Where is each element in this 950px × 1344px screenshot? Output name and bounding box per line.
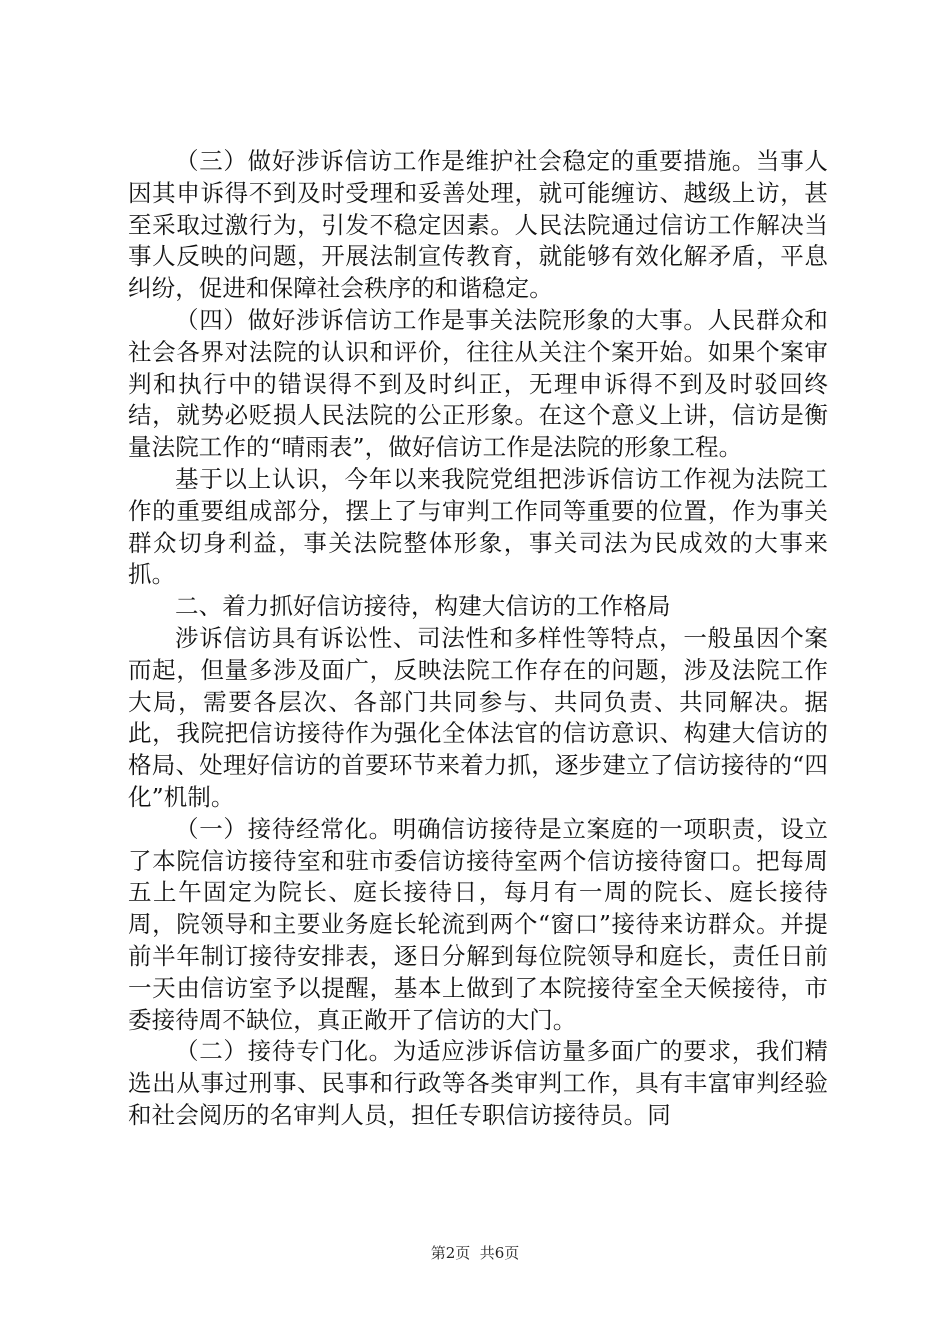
page-number: 第2页 共6页 [430,1244,520,1262]
paragraph-item-2: （二）接待专门化。为适应涉诉信访量多面广的要求，我们精选出从事过刑事、民事和行政等各类审判工作，具有丰富审判经验和社会阅历的名审判人员，担任专职信访接待员。同 [128,1037,828,1129]
document-body [128,146,828,1132]
page-footer [0,1242,950,1263]
paragraph-4: （四）做好涉诉信访工作是事关法院形象的大事。人民群众和社会各界对法院的认识和评价，往往从关注个案开始。如果个案审判和执行中的错误得不到及时纠正，无理申诉得不到及时驳回终结，就势必贬损人民法院的公正形象。在这个意义上讲，信访是衡量法院工作的“晴雨表”，做好信访工作是法院的形象工程。 [128,305,828,462]
paragraph-item-1: （一）接待经常化。明确信访接待是立案庭的一项职责，设立了本院信访接待室和驻市委信访接待室两个信访接待窗口。把每周五上午固定为院长、庭长接待日，每月有一周的院长、庭长接待周，院领导和主要业务庭长轮流到两个“窗口”接待来访群众。并提前半年制订接待安排表，逐日分解到每位院领导和庭长，责任日前一天由信访室予以提醒，基本上做到了本院接待室全天候接待，市委接待周不缺位，真正敞开了信访的大门。 [128,814,828,1034]
section-heading-2: 二、着力抓好信访接待，构建大信访的工作格局 [175,592,671,621]
paragraph-section-intro: 涉诉信访具有诉讼性、司法性和多样性等特点，一般虽因个案而起，但量多涉及面广，反映法院工作存在的问题，涉及法院工作大局，需要各层次、各部门共同参与、共同负责、共同解决。据此，我院把信访接待作为强化全体法官的信访意识、构建大信访的格局、处理好信访的首要环节来着力抓，逐步建立了信访接待的“四化”机制。 [128,623,828,811]
paragraph-3: （三）做好涉诉信访工作是维护社会稳定的重要措施。当事人因其申诉得不到及时受理和妥善处理，就可能缠访、越级上访，甚至采取过激行为，引发不稳定因素。人民法院通过信访工作解决当事人反映的问题，开展法制宣传教育，就能够有效化解矛盾，平息纠纷，促进和保障社会秩序的和谐稳定。 [128,147,828,303]
paragraph-summary: 基于以上认识，今年以来我院党组把涉诉信访工作视为法院工作的重要组成部分，摆上了与审判工作同等重要的位置，作为事关群众切身利益，事关法院整体形象，事关司法为民成效的大事来抓。 [128,464,828,589]
